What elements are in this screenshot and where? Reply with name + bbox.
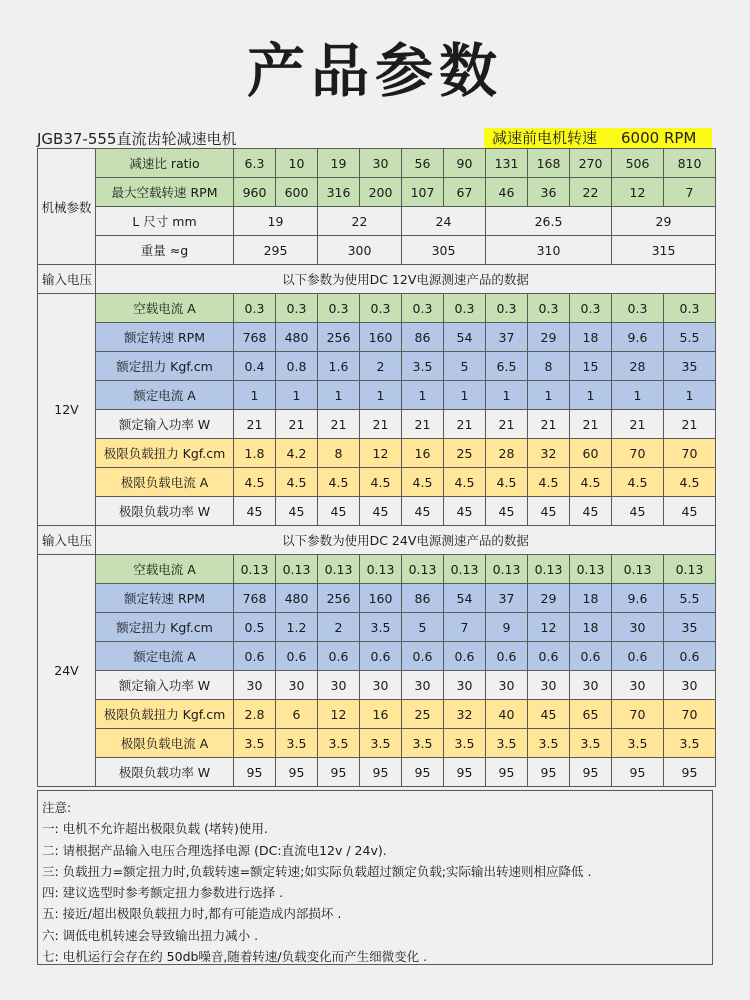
table-row	[38, 352, 716, 381]
v12-value-cell: 45	[360, 497, 402, 526]
v24-value-cell: 30	[234, 671, 276, 700]
v24-value-cell: 95	[402, 758, 444, 787]
motor-speed-banner	[484, 128, 712, 148]
v24-value-cell: 70	[612, 700, 664, 729]
v24-value-cell: 0.6	[318, 642, 360, 671]
v24-row-label: 极限负载功率 W	[96, 758, 234, 787]
v12-value-cell: 1	[664, 381, 716, 410]
v24-value-cell: 3.5	[528, 729, 570, 758]
length-cell: 22	[318, 207, 402, 236]
table-row	[38, 555, 716, 584]
v12-row-label: 额定转速 RPM	[96, 323, 234, 352]
v24-value-cell: 95	[360, 758, 402, 787]
v24-value-cell: 0.13	[664, 555, 716, 584]
table-row	[38, 381, 716, 410]
motor-speed-label: 减速前电机转速	[492, 129, 598, 147]
v12-value-cell: 28	[612, 352, 664, 381]
v12-value-cell: 0.3	[444, 294, 486, 323]
v24-value-cell: 0.6	[664, 642, 716, 671]
v12-value-cell: 0.3	[486, 294, 528, 323]
v24-value-cell: 0.13	[612, 555, 664, 584]
v12-value-cell: 1.6	[318, 352, 360, 381]
v12-value-cell: 28	[486, 439, 528, 468]
noload-speed-cell: 960	[234, 178, 276, 207]
noload-speed-cell: 316	[318, 178, 360, 207]
v24-value-cell: 40	[486, 700, 528, 729]
v24-value-cell: 0.6	[360, 642, 402, 671]
v12-value-cell: 768	[234, 323, 276, 352]
noload-speed-cell: 22	[570, 178, 612, 207]
v12-row-label: 额定输入功率 W	[96, 410, 234, 439]
v12-value-cell: 8	[318, 439, 360, 468]
v24-value-cell: 3.5	[664, 729, 716, 758]
v24-value-cell: 0.13	[318, 555, 360, 584]
v12-value-cell: 45	[234, 497, 276, 526]
v24-value-cell: 95	[664, 758, 716, 787]
v24-value-cell: 5.5	[664, 584, 716, 613]
table-row	[38, 207, 716, 236]
v12-value-cell: 21	[402, 410, 444, 439]
ratio-cell: 19	[318, 149, 360, 178]
v12-section-header: 以下参数为使用DC 12V电源测速产品的数据	[96, 265, 716, 294]
v24-value-cell: 256	[318, 584, 360, 613]
v12-value-cell: 4.5	[664, 468, 716, 497]
v24-value-cell: 30	[276, 671, 318, 700]
v12-value-cell: 0.3	[276, 294, 318, 323]
v12-value-cell: 1	[360, 381, 402, 410]
v24-value-cell: 0.6	[486, 642, 528, 671]
v24-value-cell: 95	[528, 758, 570, 787]
noload-speed-cell: 600	[276, 178, 318, 207]
v12-value-cell: 4.5	[234, 468, 276, 497]
row-label-ratio: 减速比 ratio	[96, 149, 234, 178]
ratio-cell: 56	[402, 149, 444, 178]
v12-value-cell: 54	[444, 323, 486, 352]
v24-value-cell: 12	[528, 613, 570, 642]
v12-row-label: 空载电流 A	[96, 294, 234, 323]
v12-value-cell: 70	[664, 439, 716, 468]
v12-value-cell: 86	[402, 323, 444, 352]
v24-row-label: 极限负载扭力 Kgf.cm	[96, 700, 234, 729]
v24-value-cell: 70	[664, 700, 716, 729]
v24-value-cell: 95	[234, 758, 276, 787]
v12-value-cell: 21	[318, 410, 360, 439]
table-row	[38, 265, 716, 294]
motor-speed-value: 6000 RPM	[621, 129, 697, 147]
v12-value-cell: 25	[444, 439, 486, 468]
v24-value-cell: 9.6	[612, 584, 664, 613]
spec-table	[37, 148, 716, 787]
v12-value-cell: 0.8	[276, 352, 318, 381]
v24-row-label: 空载电流 A	[96, 555, 234, 584]
table-row	[38, 468, 716, 497]
v24-value-cell: 37	[486, 584, 528, 613]
v24-value-cell: 0.6	[570, 642, 612, 671]
v24-value-cell: 3.5	[276, 729, 318, 758]
v24-value-cell: 3.5	[486, 729, 528, 758]
v12-value-cell: 1	[570, 381, 612, 410]
noload-speed-cell: 46	[486, 178, 528, 207]
v12-value-cell: 15	[570, 352, 612, 381]
v12-value-cell: 160	[360, 323, 402, 352]
table-row	[38, 758, 716, 787]
v12-row-label: 额定扭力 Kgf.cm	[96, 352, 234, 381]
v12-value-cell: 256	[318, 323, 360, 352]
v24-value-cell: 2.8	[234, 700, 276, 729]
v24-value-cell: 768	[234, 584, 276, 613]
v24-value-cell: 0.13	[528, 555, 570, 584]
v12-value-cell: 35	[664, 352, 716, 381]
v24-value-cell: 30	[528, 671, 570, 700]
v24-row-label: 额定扭力 Kgf.cm	[96, 613, 234, 642]
v24-value-cell: 7	[444, 613, 486, 642]
v12-value-cell: 480	[276, 323, 318, 352]
v24-value-cell: 0.6	[276, 642, 318, 671]
row-label-length: L 尺寸 mm	[96, 207, 234, 236]
table-row	[38, 526, 716, 555]
v24-value-cell: 18	[570, 613, 612, 642]
v24-value-cell: 30	[360, 671, 402, 700]
v24-value-cell: 3.5	[444, 729, 486, 758]
v24-value-cell: 30	[612, 671, 664, 700]
v12-value-cell: 21	[570, 410, 612, 439]
v12-value-cell: 45	[276, 497, 318, 526]
v24-value-cell: 30	[402, 671, 444, 700]
v24-value-cell: 480	[276, 584, 318, 613]
v24-value-cell: 3.5	[612, 729, 664, 758]
v12-row-label: 额定电流 A	[96, 381, 234, 410]
v12-value-cell: 21	[528, 410, 570, 439]
v24-value-cell: 65	[570, 700, 612, 729]
v24-value-cell: 95	[570, 758, 612, 787]
ratio-cell: 810	[664, 149, 716, 178]
v24-value-cell: 0.6	[402, 642, 444, 671]
v24-value-cell: 12	[318, 700, 360, 729]
weight-cell: 300	[318, 236, 402, 265]
v24-value-cell: 30	[612, 613, 664, 642]
table-row	[38, 584, 716, 613]
table-row	[38, 323, 716, 352]
v12-value-cell: 45	[402, 497, 444, 526]
v24-value-cell: 9	[486, 613, 528, 642]
v12-value-cell: 0.3	[612, 294, 664, 323]
v12-value-cell: 1	[486, 381, 528, 410]
v24-value-cell: 95	[318, 758, 360, 787]
v24-value-cell: 6	[276, 700, 318, 729]
v12-value-cell: 16	[402, 439, 444, 468]
ratio-cell: 30	[360, 149, 402, 178]
v24-value-cell: 0.6	[234, 642, 276, 671]
v12-value-cell: 1	[444, 381, 486, 410]
v12-value-cell: 70	[612, 439, 664, 468]
v12-value-cell: 4.5	[570, 468, 612, 497]
v12-value-cell: 0.3	[402, 294, 444, 323]
v12-value-cell: 0.3	[528, 294, 570, 323]
v24-value-cell: 16	[360, 700, 402, 729]
v12-value-cell: 1.8	[234, 439, 276, 468]
v12-value-cell: 4.5	[486, 468, 528, 497]
ratio-cell: 6.3	[234, 149, 276, 178]
v12-value-cell: 1	[402, 381, 444, 410]
note-item: 三: 负载扭力=额定扭力时,负载转速=额定转速;如实际负载超过额定负载;实际输出转速则相应降低 .	[42, 863, 592, 879]
table-row	[38, 149, 716, 178]
table-row	[38, 642, 716, 671]
v12-value-cell: 18	[570, 323, 612, 352]
v12-value-cell: 45	[528, 497, 570, 526]
v12-value-cell: 21	[612, 410, 664, 439]
v24-value-cell: 54	[444, 584, 486, 613]
v12-value-cell: 1	[276, 381, 318, 410]
v12-value-cell: 45	[664, 497, 716, 526]
v24-value-cell: 30	[444, 671, 486, 700]
v12-row-label: 极限负载扭力 Kgf.cm	[96, 439, 234, 468]
v12-value-cell: 6.5	[486, 352, 528, 381]
input-voltage-label: 输入电压	[38, 526, 96, 555]
v12-value-cell: 0.3	[664, 294, 716, 323]
v24-value-cell: 95	[486, 758, 528, 787]
v24-value-cell: 30	[486, 671, 528, 700]
v24-value-cell: 0.13	[570, 555, 612, 584]
v12-value-cell: 1	[318, 381, 360, 410]
row-label-weight: 重量 ≈g	[96, 236, 234, 265]
v24-value-cell: 25	[402, 700, 444, 729]
v12-value-cell: 45	[486, 497, 528, 526]
v24-value-cell: 0.13	[444, 555, 486, 584]
input-voltage-label: 输入电压	[38, 265, 96, 294]
v12-value-cell: 4.5	[402, 468, 444, 497]
v12-value-cell: 4.5	[276, 468, 318, 497]
notes-heading: 注意:	[42, 800, 72, 815]
v24-value-cell: 0.13	[402, 555, 444, 584]
table-row	[38, 497, 716, 526]
v24-voltage-label: 24V	[38, 555, 96, 787]
weight-cell: 315	[612, 236, 716, 265]
length-cell: 26.5	[486, 207, 612, 236]
v24-value-cell: 0.13	[486, 555, 528, 584]
v12-value-cell: 45	[444, 497, 486, 526]
v12-value-cell: 5.5	[664, 323, 716, 352]
v12-value-cell: 2	[360, 352, 402, 381]
v24-value-cell: 30	[570, 671, 612, 700]
note-item: 一: 电机不允许超出极限负载 (堵转)使用.	[42, 821, 268, 837]
v12-value-cell: 45	[570, 497, 612, 526]
ratio-cell: 270	[570, 149, 612, 178]
notes-box	[37, 790, 713, 965]
v24-value-cell: 1.2	[276, 613, 318, 642]
v24-value-cell: 95	[276, 758, 318, 787]
v12-value-cell: 4.5	[360, 468, 402, 497]
v12-value-cell: 21	[664, 410, 716, 439]
table-row	[38, 236, 716, 265]
v24-value-cell: 18	[570, 584, 612, 613]
v12-value-cell: 3.5	[402, 352, 444, 381]
page-title: 产品参数	[246, 37, 503, 105]
v24-value-cell: 95	[612, 758, 664, 787]
v12-value-cell: 8	[528, 352, 570, 381]
v12-value-cell: 1	[234, 381, 276, 410]
v24-value-cell: 45	[528, 700, 570, 729]
length-cell: 24	[402, 207, 486, 236]
v24-value-cell: 0.6	[444, 642, 486, 671]
v24-value-cell: 2	[318, 613, 360, 642]
v24-value-cell: 3.5	[570, 729, 612, 758]
note-item: 六: 调低电机转速会导致输出扭力减小 .	[42, 927, 259, 943]
v12-value-cell: 21	[276, 410, 318, 439]
noload-speed-cell: 36	[528, 178, 570, 207]
v24-row-label: 额定输入功率 W	[96, 671, 234, 700]
note-item: 四: 建议选型时参考额定扭力参数进行选择 .	[42, 885, 284, 901]
v24-value-cell: 160	[360, 584, 402, 613]
ratio-cell: 10	[276, 149, 318, 178]
ratio-cell: 131	[486, 149, 528, 178]
v24-row-label: 额定转速 RPM	[96, 584, 234, 613]
noload-speed-cell: 12	[612, 178, 664, 207]
table-row	[38, 439, 716, 468]
table-row	[38, 294, 716, 323]
v24-value-cell: 3.5	[360, 613, 402, 642]
table-row	[38, 613, 716, 642]
v24-value-cell: 5	[402, 613, 444, 642]
v24-value-cell: 95	[444, 758, 486, 787]
v12-value-cell: 29	[528, 323, 570, 352]
v24-value-cell: 3.5	[360, 729, 402, 758]
v24-value-cell: 0.6	[612, 642, 664, 671]
weight-cell: 305	[402, 236, 486, 265]
v12-value-cell: 5	[444, 352, 486, 381]
v24-value-cell: 35	[664, 613, 716, 642]
v12-value-cell: 32	[528, 439, 570, 468]
v12-value-cell: 45	[612, 497, 664, 526]
length-cell: 19	[234, 207, 318, 236]
v24-value-cell: 3.5	[402, 729, 444, 758]
weight-cell: 295	[234, 236, 318, 265]
v24-row-label: 极限负载电流 A	[96, 729, 234, 758]
v12-value-cell: 21	[444, 410, 486, 439]
v12-voltage-label: 12V	[38, 294, 96, 526]
v12-value-cell: 21	[360, 410, 402, 439]
v24-value-cell: 0.13	[360, 555, 402, 584]
weight-cell: 310	[486, 236, 612, 265]
v12-value-cell: 4.5	[528, 468, 570, 497]
v24-value-cell: 3.5	[234, 729, 276, 758]
v24-value-cell: 0.6	[528, 642, 570, 671]
v24-section-header: 以下参数为使用DC 24V电源测速产品的数据	[96, 526, 716, 555]
v12-value-cell: 21	[486, 410, 528, 439]
v12-value-cell: 4.2	[276, 439, 318, 468]
v24-value-cell: 0.5	[234, 613, 276, 642]
v24-value-cell: 0.13	[276, 555, 318, 584]
v24-row-label: 额定电流 A	[96, 642, 234, 671]
noload-speed-cell: 107	[402, 178, 444, 207]
ratio-cell: 506	[612, 149, 664, 178]
ratio-cell: 168	[528, 149, 570, 178]
v12-value-cell: 4.5	[612, 468, 664, 497]
length-cell: 29	[612, 207, 716, 236]
v12-value-cell: 0.4	[234, 352, 276, 381]
v24-value-cell: 32	[444, 700, 486, 729]
v12-value-cell: 1	[528, 381, 570, 410]
v12-row-label: 极限负载功率 W	[96, 497, 234, 526]
note-item: 七: 电机运行会存在约 50db噪音,随着转速/负载变化而产生细微变化 .	[42, 949, 428, 965]
v12-value-cell: 4.5	[318, 468, 360, 497]
v12-row-label: 极限负载电流 A	[96, 468, 234, 497]
v12-value-cell: 21	[234, 410, 276, 439]
note-item: 二: 请根据产品输入电压合理选择电源 (DC:直流电12v / 24v).	[42, 842, 387, 858]
v12-value-cell: 60	[570, 439, 612, 468]
noload-speed-cell: 7	[664, 178, 716, 207]
v12-value-cell: 4.5	[444, 468, 486, 497]
v24-value-cell: 86	[402, 584, 444, 613]
table-row	[38, 700, 716, 729]
v24-value-cell: 3.5	[318, 729, 360, 758]
v12-value-cell: 0.3	[570, 294, 612, 323]
table-row	[38, 729, 716, 758]
v12-value-cell: 37	[486, 323, 528, 352]
ratio-cell: 90	[444, 149, 486, 178]
v12-value-cell: 1	[612, 381, 664, 410]
group-label-mechanical: 机械参数	[38, 149, 96, 265]
model-name: JGB37-555直流齿轮减速电机	[37, 130, 237, 148]
v24-value-cell: 29	[528, 584, 570, 613]
noload-speed-cell: 67	[444, 178, 486, 207]
v12-value-cell: 45	[318, 497, 360, 526]
note-item: 五: 接近/超出极限负载扭力时,都有可能造成内部损坏 .	[42, 906, 342, 922]
v12-value-cell: 12	[360, 439, 402, 468]
row-label-noload-speed: 最大空载转速 RPM	[96, 178, 234, 207]
table-row	[38, 410, 716, 439]
v12-value-cell: 0.3	[234, 294, 276, 323]
v24-value-cell: 0.13	[234, 555, 276, 584]
v12-value-cell: 0.3	[318, 294, 360, 323]
v24-value-cell: 30	[664, 671, 716, 700]
v12-value-cell: 9.6	[612, 323, 664, 352]
table-row	[38, 671, 716, 700]
v24-value-cell: 30	[318, 671, 360, 700]
v12-value-cell: 0.3	[360, 294, 402, 323]
table-row	[38, 178, 716, 207]
noload-speed-cell: 200	[360, 178, 402, 207]
